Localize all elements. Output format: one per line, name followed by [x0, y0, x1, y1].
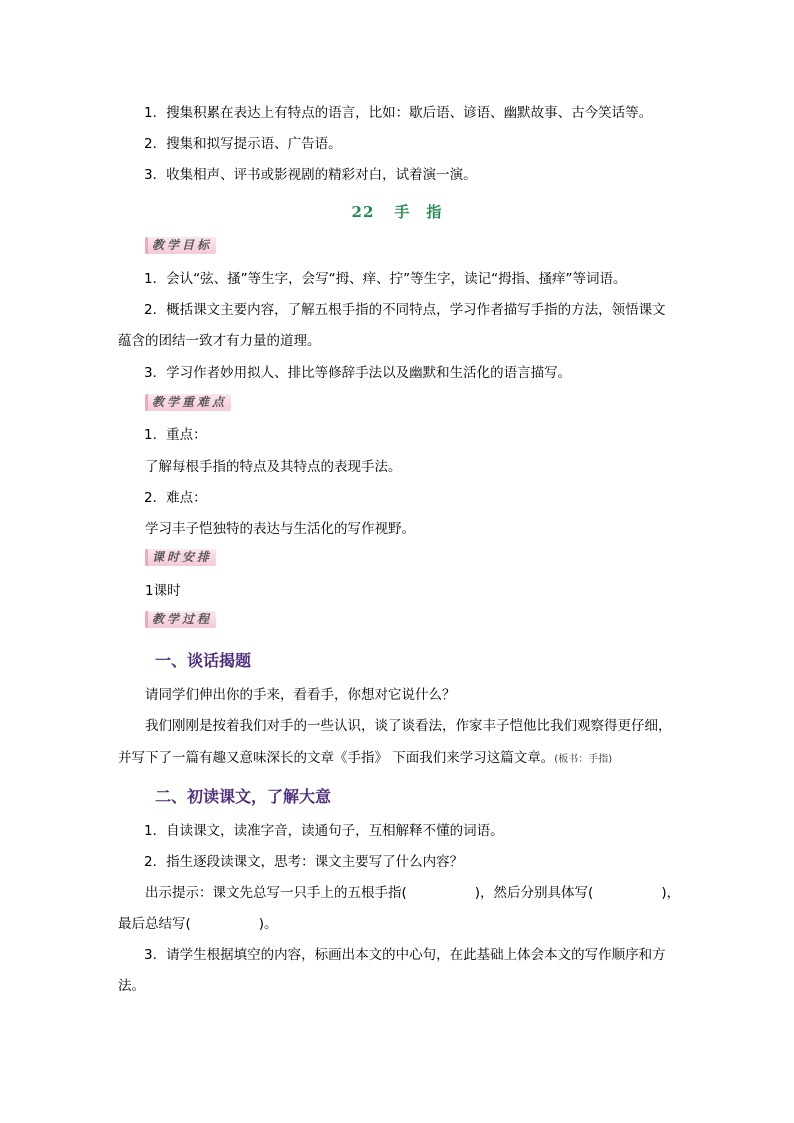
lesson-name: 手 指: [394, 203, 443, 221]
intro-item-2: 2．搜集和拟写提示语、广告语。: [144, 136, 342, 152]
step-2: 2．指生逐段读课文，思考：课文主要写了什么内容？: [144, 854, 464, 870]
schedule-text: 1课时: [145, 583, 181, 599]
lesson-title: [0, 201, 794, 222]
goal-2-line-1: 2．概括课文主要内容，了解五根手指的不同特点，学习作者描写手指的方法，领悟课文: [144, 302, 666, 318]
section-1-heading: 一、谈话揭题: [155, 651, 252, 670]
section-label-schedule: 课时安排: [145, 549, 216, 566]
goal-3: 3．学习作者妙用拟人、排比等修辞手法以及幽默和生活化的语言描写。: [144, 365, 572, 381]
hint-line-1: [145, 884, 680, 902]
hint-text-b: )，然后分别具体写(: [474, 885, 594, 901]
intro-item-1: 1．搜集积累在表达上有特点的语言，比如：歇后语、谚语、幽默故事、古今笑话等。: [144, 105, 653, 121]
section-2-heading: 二、初读课文，了解大意: [155, 787, 332, 806]
goal-2-line-2: 蕴含的团结一致才有力量的道理。: [118, 333, 321, 349]
hint-text-d: 最后总结写(: [118, 916, 191, 932]
section-1-para-1: 请同学们伸出你的手来，看看手，你想对它说什么？: [145, 687, 456, 703]
keypoint-2-label: 2．难点：: [144, 490, 207, 506]
step-1: 1．自读课文，读准字音，读通句子，互相解释不懂的词语。: [144, 823, 504, 839]
section-label-process: 教学过程: [145, 611, 216, 628]
section-label-keypoints: 教学重难点: [145, 394, 231, 411]
section-1-para-2-line-1: 我们刚刚是按着我们对手的一些认识，谈了谈看法，作家丰子恺他比我们观察得更仔细，: [145, 718, 672, 734]
step-3-line-1: 3．请学生根据填空的内容，标画出本文的中心句，在此基础上体会本文的写作顺序和方: [144, 947, 666, 963]
blackboard-note: (板书：手指): [554, 754, 613, 765]
intro-item-3: 3．收集相声、评书或影视剧的精彩对白，试着演一演。: [144, 167, 477, 183]
step-3-line-2: 法。: [118, 978, 145, 994]
section-1-para-2-line-2: [118, 749, 612, 769]
hint-text-a: 出示提示：课文先总写一只手上的五根手指(: [145, 885, 407, 901]
keypoint-1-text: 了解每根手指的特点及其特点的表现手法。: [145, 459, 402, 475]
hint-line-2: [118, 915, 278, 933]
section-label-goals: 教学目标: [145, 237, 216, 254]
lesson-number: 22: [351, 203, 375, 221]
goal-1: 1．会认“弦、搔”等生字，会写“拇、痒、拧”等生字，读记“拇指、搔痒”等词语。: [144, 271, 627, 287]
keypoint-1-label: 1．重点：: [144, 427, 207, 443]
keypoint-2-text: 学习丰子恺独特的表达与生活化的写作视野。: [145, 521, 415, 537]
hint-text-e: )。: [258, 916, 278, 932]
hint-text-c: )，: [661, 885, 681, 901]
section-1-para-2-text: 并写下了一篇有趣又意味深长的文章《手指》 下面我们来学习这篇文章。: [118, 750, 555, 766]
